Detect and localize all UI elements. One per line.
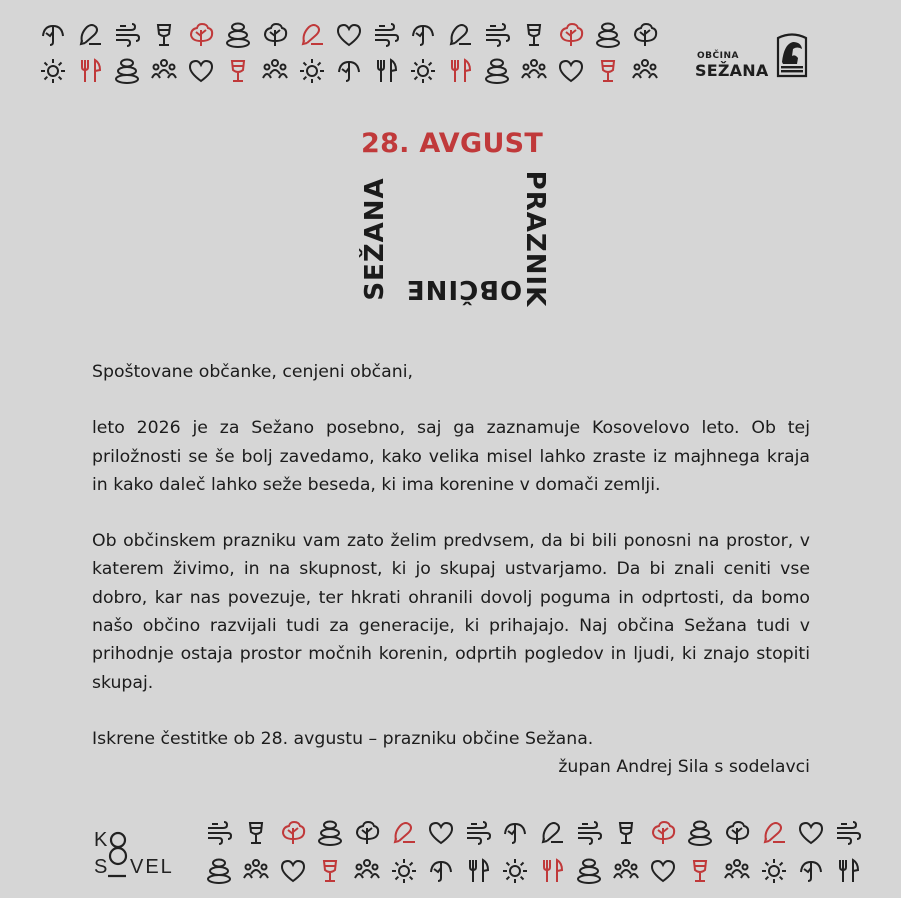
logo-small-text: OBČINA (697, 51, 739, 61)
umbrella-icon (496, 818, 533, 848)
stones-icon (570, 856, 607, 886)
logo-big-text: SEŽANA (695, 61, 769, 80)
letter-closing: Iskrene čestitke ob 28. avgustu – prazniku občine Sežana. (92, 728, 594, 749)
bottom-icon-row-1 (200, 818, 866, 848)
wind-icon (108, 20, 145, 50)
wind-icon (367, 20, 404, 50)
stamp-date: 28. AVGUST (361, 128, 544, 159)
stamp-bottom-text: OBČINE (405, 274, 523, 304)
people-icon (256, 56, 293, 86)
wine-glass-icon (607, 818, 644, 848)
wine-glass-icon (515, 20, 552, 50)
wind-icon (478, 20, 515, 50)
pen-icon (533, 818, 570, 848)
sun-icon (34, 56, 71, 86)
wind-icon (570, 818, 607, 848)
heart-icon (792, 818, 829, 848)
letter-body (92, 358, 810, 782)
cutlery-icon (533, 856, 570, 886)
obcina-sezana-logo (694, 32, 810, 82)
holiday-stamp (356, 126, 556, 306)
heart-icon (552, 56, 589, 86)
umbrella-icon (330, 56, 367, 86)
people-icon (237, 856, 274, 886)
cutlery-icon (71, 56, 108, 86)
sun-icon (755, 856, 792, 886)
stamp-left-text: SEŽANA (360, 177, 390, 301)
people-icon (145, 56, 182, 86)
heart-icon (274, 856, 311, 886)
sun-icon (293, 56, 330, 86)
pen-icon (385, 818, 422, 848)
pen-icon (293, 20, 330, 50)
wine-glass-icon (219, 56, 256, 86)
sun-icon (496, 856, 533, 886)
umbrella-icon (422, 856, 459, 886)
wind-icon (200, 818, 237, 848)
stones-icon (681, 818, 718, 848)
tree-icon (256, 20, 293, 50)
kosovel-line-1: K (94, 829, 110, 851)
tree-icon (182, 20, 219, 50)
tree-icon (348, 818, 385, 848)
pen-icon (71, 20, 108, 50)
pen-icon (755, 818, 792, 848)
cutlery-icon (829, 856, 866, 886)
letter-signature: župan Andrej Sila s sodelavci (558, 757, 810, 778)
letter-paragraph-2: Ob občinskem prazniku vam zato želim predvsem, da bi bili ponosni na prostor, v katerem živimo, in na skupnost, ki jo skupaj ustvarjamo. Da bi znali ceniti vse dobro, kar nas povezuje, ter hkrati ohranili dovolj poguma in odprtosti, da bomo našo občino razvijali tudi za generacije, ki prihajajo. Naj občina Sežana tudi v prihodnje ostaja prostor močnih korenin, odprtih pogledov in ljudi, ki znajo stopiti skupaj. (92, 531, 810, 693)
letter-paragraph-1: leto 2026 je za Sežano posebno, saj ga zaznamuje Kosovelovo leto. Ob tej priložnosti se še bolj zavedamo, kako velika misel lahko zraste iz majhnega kraja in kako daleč lahko seže beseda, ki ima korenine v domači zemlji. (92, 418, 810, 495)
wine-glass-icon (589, 56, 626, 86)
people-icon (348, 856, 385, 886)
stones-icon (589, 20, 626, 50)
heart-icon (182, 56, 219, 86)
stones-icon (108, 56, 145, 86)
kosovel-logo-mark (94, 826, 194, 886)
stones-icon (311, 818, 348, 848)
wine-glass-icon (145, 20, 182, 50)
people-icon (626, 56, 663, 86)
kosovel-line-2: S (94, 856, 110, 878)
kosovel-logo (94, 826, 194, 886)
heart-icon (330, 20, 367, 50)
tree-icon (626, 20, 663, 50)
people-icon (718, 856, 755, 886)
tree-icon (718, 818, 755, 848)
stones-icon (200, 856, 237, 886)
umbrella-icon (404, 20, 441, 50)
umbrella-icon (34, 20, 71, 50)
sun-icon (385, 856, 422, 886)
tree-icon (644, 818, 681, 848)
stones-icon (219, 20, 256, 50)
svg-text:VEL: VEL (130, 856, 174, 878)
people-icon (515, 56, 552, 86)
stamp-right-text: PRAZNIK (520, 170, 550, 308)
wine-glass-icon (681, 856, 718, 886)
top-icon-row-2 (34, 56, 663, 86)
crest-icon (775, 32, 809, 80)
heart-icon (644, 856, 681, 886)
heart-icon (422, 818, 459, 848)
tree-icon (552, 20, 589, 50)
cutlery-icon (367, 56, 404, 86)
people-icon (607, 856, 644, 886)
sun-icon (404, 56, 441, 86)
umbrella-icon (792, 856, 829, 886)
bottom-icon-row-2 (200, 856, 866, 886)
cutlery-icon (459, 856, 496, 886)
stones-icon (478, 56, 515, 86)
wind-icon (459, 818, 496, 848)
pen-icon (441, 20, 478, 50)
tree-icon (274, 818, 311, 848)
letter-greeting: Spoštovane občanke, cenjeni občani, (92, 362, 414, 382)
wine-glass-icon (311, 856, 348, 886)
wine-glass-icon (237, 818, 274, 848)
top-icon-row-1 (34, 20, 663, 50)
wind-icon (829, 818, 866, 848)
cutlery-icon (441, 56, 478, 86)
